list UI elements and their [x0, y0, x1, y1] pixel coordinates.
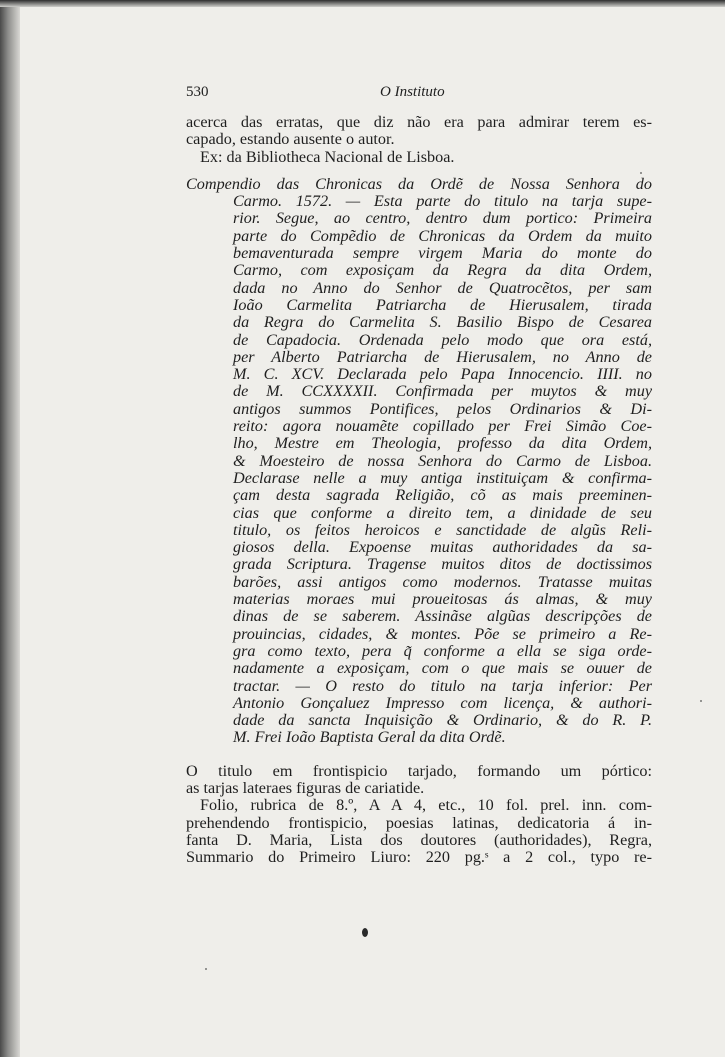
entry-line: M. C. XCV. Declarada pelo Papa Innocencio. IIII. no: [233, 365, 652, 384]
entry-line: dada no Anno do Senhor de Quatrocẽtos, per sam: [233, 278, 652, 297]
entry-line: dade da sancta Inquisição & Ordinario, & do R. P.: [233, 711, 652, 730]
entry-line: M. Frei Ioão Baptista Geral da dita Ordẽ.: [233, 728, 506, 747]
entry-line: parte do Compẽdio de Chronicas da Ordem da muito: [233, 226, 652, 245]
text-line: as tarjas lateraes figuras de cariatide.: [186, 778, 425, 797]
text-line: Ex: da Bibliotheca Nacional de Lisboa.: [200, 147, 455, 166]
page-header: [186, 84, 652, 114]
entry-line: Ioão Carmelita Patriarcha de Hierusalem, tirada: [233, 295, 652, 314]
paragraph-exemplar: [186, 149, 652, 166]
text-line: fanta D. Maria, Lista dos doutores (authoridades), Regra,: [186, 830, 652, 849]
entry-line: nadamente a exposiçam, com o que mais se ouuer de: [233, 659, 652, 678]
text-line: capado, estando ausente o autor.: [186, 130, 395, 149]
entry-line: per Alberto Patriarcha de Hierusalem, no Anno de: [233, 347, 652, 366]
entry-line: da Regra do Carmelita S. Basilio Bispo de Cesarea: [233, 313, 652, 332]
paragraph-collation: [186, 797, 652, 866]
paper-speck: [205, 968, 207, 970]
entry-line: grada Scriptura. Tragense muitos ditos de doctissimos: [233, 555, 652, 574]
entry-line: rior. Segue, ao centro, dentro dum portico: Primeira: [233, 209, 652, 228]
entry-line: & Moesteiro de nossa Senhora do Carmo de Lisboa.: [233, 451, 652, 470]
entry-line: bemaventurada sempre virgem Maria do monte do: [233, 244, 652, 263]
entry-line: tractar. — O resto do titulo na tarja inferior: Per: [233, 676, 652, 695]
text-line: O titulo em frontispicio tarjado, formando um pórtico:: [186, 761, 652, 780]
entry-line: giosos della. Expoense muitas authoridades da sa-: [233, 538, 652, 557]
entry-line: Carmo. 1572. — Esta parte do titulo na tarja supe-: [233, 192, 652, 211]
paper-speck: [640, 172, 642, 174]
paragraph-frontispiece: [186, 763, 652, 798]
text-block: [186, 84, 652, 866]
entry-line: prouincias, cidades, & montes. Põe se primeiro a Re-: [233, 624, 652, 643]
text-line: Summario do Primeiro Liuro: 220 pg.ˢ a 2 col., typo re-: [186, 848, 652, 867]
text-line: acerca das erratas, que diz não era para admirar terem es-: [186, 113, 652, 131]
entry-line: reito: agora nouamẽte copillado per Frei Simão Coe-: [233, 417, 652, 436]
ink-blot: [362, 928, 368, 937]
entry-line: antigos summos Pontifices, pelos Ordinarios & Di-: [233, 399, 652, 418]
entry-line: Carmo, com exposiçam da Regra da dita Ordem,: [233, 261, 652, 280]
entry-line: lho, Mestre em Theologia, professo da dita Ordem,: [233, 434, 652, 453]
entry-line: cias que conforme a direito tem, a dinidade de seu: [233, 503, 652, 522]
book-spine-shadow: [0, 0, 20, 1057]
paper-speck: [700, 700, 702, 702]
text-line: Folio, rubrica de 8.º, A A 4, etc., 10 fol. prel. inn. com-: [200, 796, 652, 815]
entry-line: de M. CCXXXXII. Confirmada per muytos & muy: [233, 382, 652, 401]
entry-line: titulo, os feitos heroicos e sanctidade de algũs Reli-: [233, 520, 652, 539]
entry-line: barões, assi antigos como modernos. Tratasse muitas: [233, 572, 652, 591]
entry-line: Antonio Gonçaluez Impresso com licença, & authori-: [233, 693, 652, 712]
entry-line: de Capadocia. Ordenada pelo modo que ora está,: [233, 330, 652, 349]
entry-line: dinas de se saberem. Assinãse algũas descripções de: [233, 607, 652, 626]
bibliographic-entry: [186, 176, 652, 747]
entry-line: çam desta sagrada Religião, cõ as mais preeminen-: [233, 486, 652, 505]
text-line: prehendendo frontispicio, poesias latinas, dedicatoria á in-: [186, 813, 652, 832]
entry-line: materias moraes mui proueitosas ás almas, & muy: [233, 590, 652, 609]
running-head: O Instituto: [380, 84, 445, 100]
paragraph-errata: [186, 114, 652, 149]
entry-line: gra como texto, pera q̃ conforme a ella se siga orde-: [233, 641, 652, 660]
entry-line: Compendio das Chronicas da Ordẽ de Nossa Senhora do: [186, 174, 652, 193]
page-number: 530: [186, 84, 209, 100]
top-edge-shadow: [0, 0, 725, 7]
entry-line: Declarase nelle a muy antiga instituiçam & confirma-: [233, 468, 652, 487]
